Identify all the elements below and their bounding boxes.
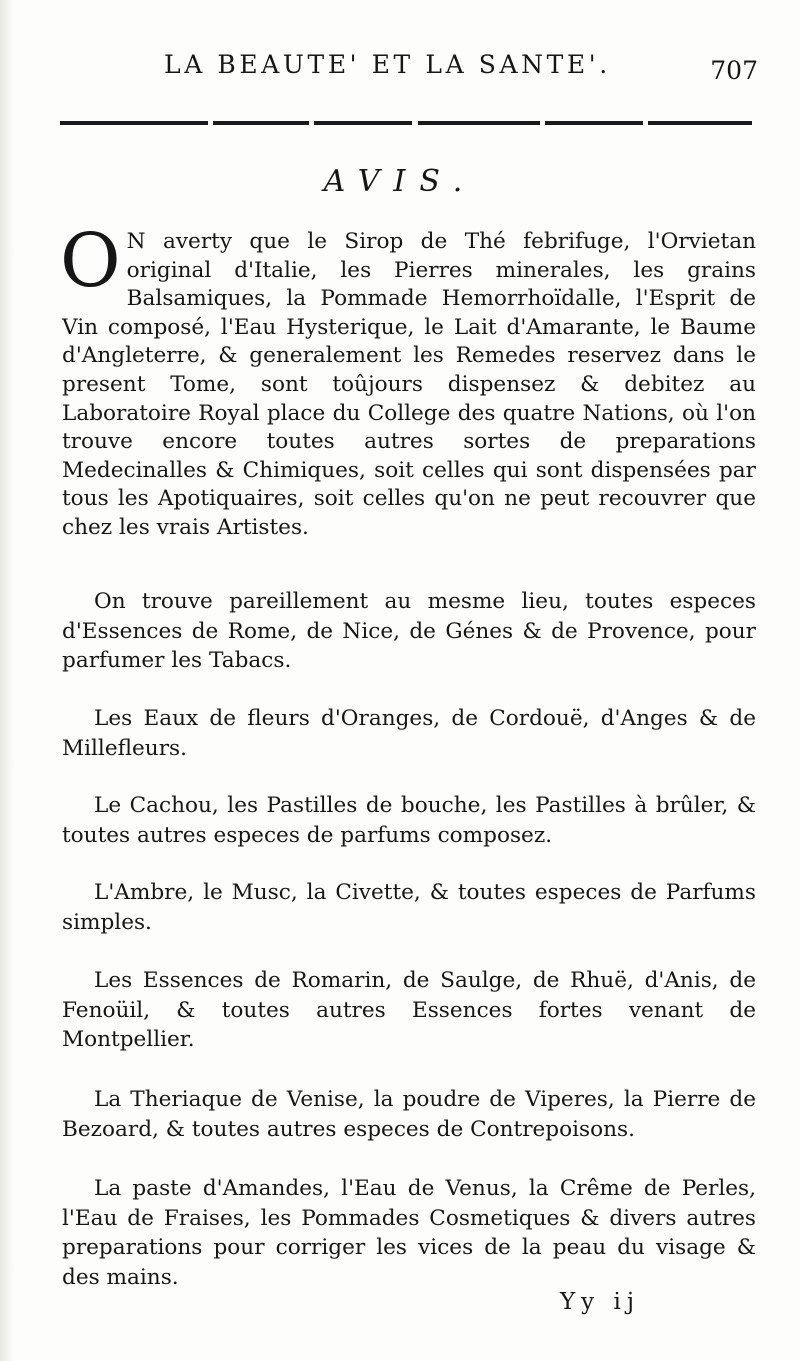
- intro-text: N averty que le Sirop de Thé febrifuge, l'Orvietan original d'Italie, les Pierres minerales, les grains Balsamiques, la Pommade Hemorrhoïdalle, l'Esprit de Vin composé, l'Eau Hysterique, le Lait d'Amarante, le Baume d'Angleterre, & generalement les Remedes reservez dans le present Tome, sont toûjours dispensez & debitez au Laboratoire Royal place du College des quatre Nations, où l'on trouve encore toutes autres sortes de preparations Medecinalles & Chimiques, soit celles qui sont dispensées par tous les Apotiquaires, soit celles qu'on ne peut recouvrer que chez les vrais Artistes.: [62, 229, 756, 540]
- paragraph: Les Eaux de fleurs d'Oranges, de Cordouë, d'Anges & de Millefleurs.: [62, 706, 756, 761]
- rule-segment: [545, 121, 643, 125]
- section-heading: AVIS.: [323, 164, 477, 199]
- page-gutter-shadow: [0, 0, 14, 1361]
- signature-mark: Yy ij: [560, 1289, 640, 1315]
- paragraph: La paste d'Amandes, l'Eau de Venus, la Crême de Perles, l'Eau de Fraises, les Pommades Cosmetiques & divers autres preparations pour corriger les vices de la peau du visage & des mains.: [62, 1176, 756, 1290]
- paragraph: L'Ambre, le Musc, la Civette, & toutes especes de Parfums simples.: [62, 880, 756, 935]
- paragraph: On trouve pareillement au mesme lieu, toutes especes d'Essences de Rome, de Nice, de Génes & de Provence, pour parfumer les Tabacs.: [62, 589, 756, 673]
- rule-segment: [648, 121, 752, 125]
- running-title: LA BEAUTE' ET LA SANTE'.: [164, 50, 611, 79]
- drop-capital: O: [60, 218, 121, 304]
- paragraph: Les Essences de Romarin, de Saulge, de Rhuë, d'Anis, de Fenoüil, & toutes autres Essences fortes venant de Montpellier.: [62, 968, 756, 1052]
- intro-paragraph: [60, 218, 756, 543]
- page-number: 707: [710, 56, 758, 85]
- header-rule: [60, 121, 752, 127]
- rule-segment: [60, 121, 208, 125]
- rule-segment: [418, 121, 540, 125]
- running-head: [60, 48, 760, 88]
- paragraph: La Theriaque de Venise, la poudre de Viperes, la Pierre de Bezoard, & toutes autres especes de Contrepoisons.: [62, 1087, 756, 1142]
- paragraph: Le Cachou, les Pastilles de bouche, les Pastilles à brûler, & toutes autres especes de parfums composez.: [62, 793, 756, 848]
- rule-segment: [314, 121, 412, 125]
- rule-segment: [213, 121, 309, 125]
